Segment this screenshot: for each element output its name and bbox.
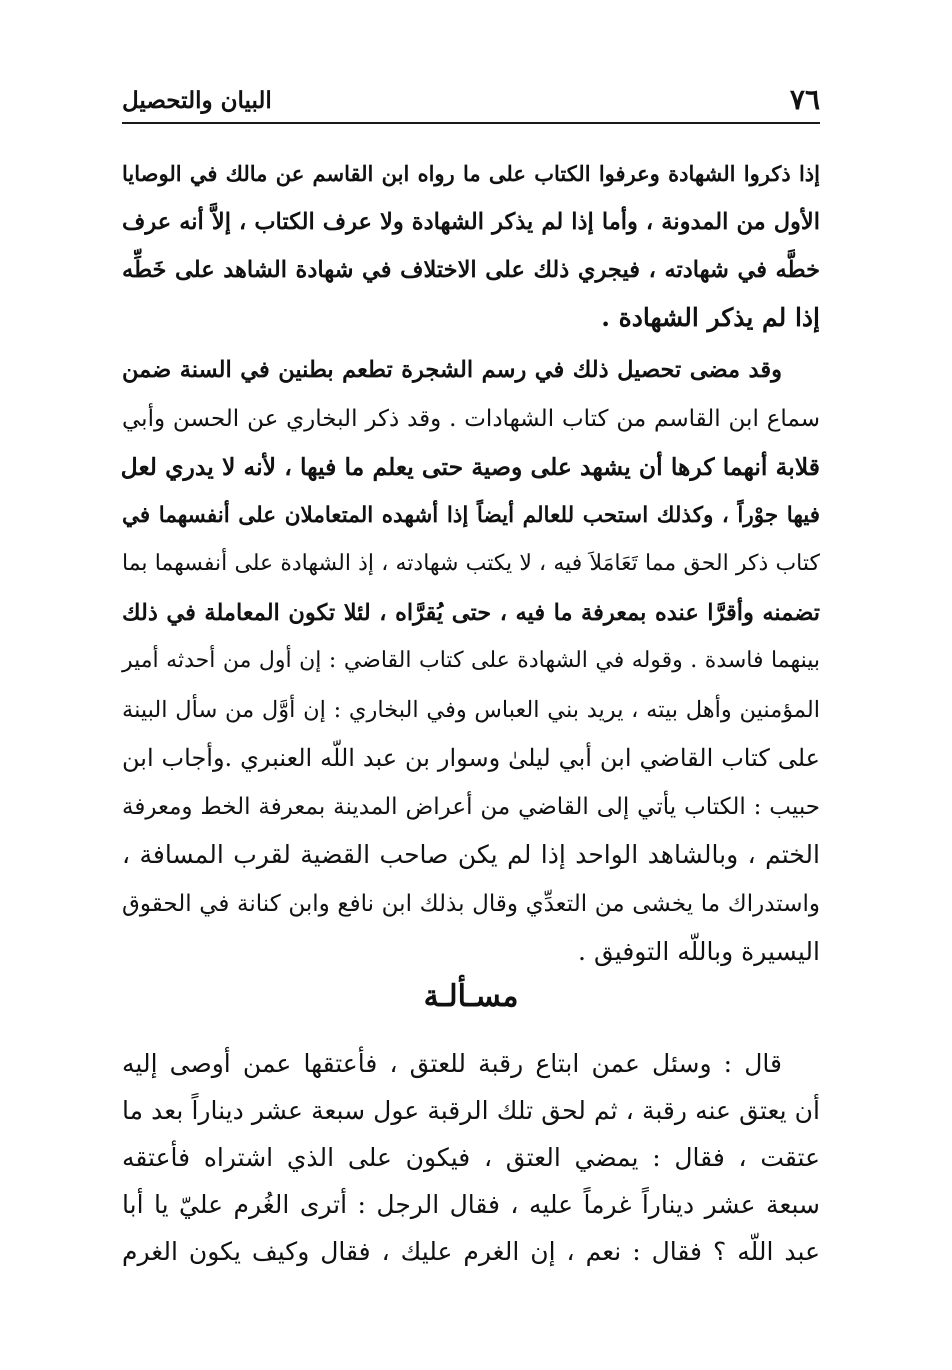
text-line: بينهما فاسدة . وقوله في الشهادة على كتاب القاضي : إن أول من أحدثه أمير bbox=[122, 648, 820, 673]
running-header bbox=[122, 80, 820, 124]
text-line: خطَّه في شهادته ، فيجري ذلك على الاختلاف في شهادة الشاهد على خَطِّه bbox=[122, 257, 820, 283]
text-line: عبد اللّه ؟ فقال : نعم ، إن الغرم عليك ، فقال وكيف يكون الغرم bbox=[122, 1237, 820, 1266]
text-line: المؤمنين وأهل بيته ، يريد بني العباس وفي البخاري : إن أوَّل من سأل البينة bbox=[122, 696, 820, 723]
text-line: واستدراك ما يخشى من التعدِّي وقال بذلك ابن نافع وابن كنانة في الحقوق bbox=[122, 890, 820, 917]
text-line: عتقت ، فقال : يمضي العتق ، فيكون على الذي اشتراه فأعتقه bbox=[122, 1143, 820, 1172]
text-line: سبعة عشر ديناراً غرماً عليه ، فقال الرجل : أترى الغُرم عليّ يا أبا bbox=[122, 1190, 820, 1219]
running-title: البيان والتحصيل bbox=[122, 87, 272, 114]
text-line: إذا ذكروا الشهادة وعرفوا الكتاب على ما رواه ابن القاسم عن مالك في الوصايا bbox=[122, 161, 820, 186]
text-line: الختم ، وبالشاهد الواحد إذا لم يكن صاحب القضية لقرب المسافة ، bbox=[122, 840, 820, 869]
text-line: إذا لم يذكر الشهادة . bbox=[601, 303, 820, 332]
text-line: الأول من المدونة ، وأما إذا لم يذكر الشهادة ولا عرف الكتاب ، إلاَّ أنه عرف bbox=[122, 209, 820, 235]
paragraph-3 bbox=[122, 1040, 820, 1275]
text-line: على كتاب القاضي ابن أبي ليلىٰ وسوار بن عبد اللّه العنبري .وأجاب ابن bbox=[122, 744, 820, 772]
page-number: ٧٦ bbox=[789, 83, 820, 116]
paragraph-2 bbox=[122, 346, 820, 977]
section-heading: مسـألـة bbox=[423, 979, 519, 1014]
text-line: اليسيرة وباللّه التوفيق . bbox=[578, 937, 820, 966]
text-line: سماع ابن القاسم من كتاب الشهادات . وقد ذكر البخاري عن الحسن وأبي bbox=[122, 405, 820, 432]
text-line: تضمنه وأقرَّا عنده بمعرفة ما فيه ، حتى يُقرَّاه ، لئلا تكون المعاملة في ذلك bbox=[122, 599, 820, 626]
text-line: كتاب ذكر الحق مما تَعَامَلاَ فيه ، لا يكتب شهادته ، إذ الشهادة على أنفسهما بما bbox=[122, 551, 820, 576]
text-line: حبيب : الكتاب يأتي إلى القاضي من أعراض المدينة بمعرفة الخط ومعرفة bbox=[122, 793, 820, 820]
text-line: قلابة أنهما كرها أن يشهد على وصية حتى يعلم ما فيها ، لأنه لا يدري لعل bbox=[120, 453, 820, 481]
text-line: قال : وسئل عمن ابتاع رقبة للعتق ، فأعتقها عمن أوصى إليه bbox=[122, 1049, 782, 1078]
text-line: فيها جوْراً ، وكذلك استحب للعالم أيضاً إذا أشهده المتعاملان على أنفسهما في bbox=[122, 502, 820, 528]
text-line: أن يعتق عنه رقبة ، ثم لحق تلك الرقبة عول سبعة عشر ديناراً بعد ما bbox=[122, 1096, 820, 1125]
paragraph-1 bbox=[122, 150, 820, 342]
text-line: وقد مضى تحصيل ذلك في رسم الشجرة تطعم بطنين في السنة ضمن bbox=[122, 357, 782, 383]
